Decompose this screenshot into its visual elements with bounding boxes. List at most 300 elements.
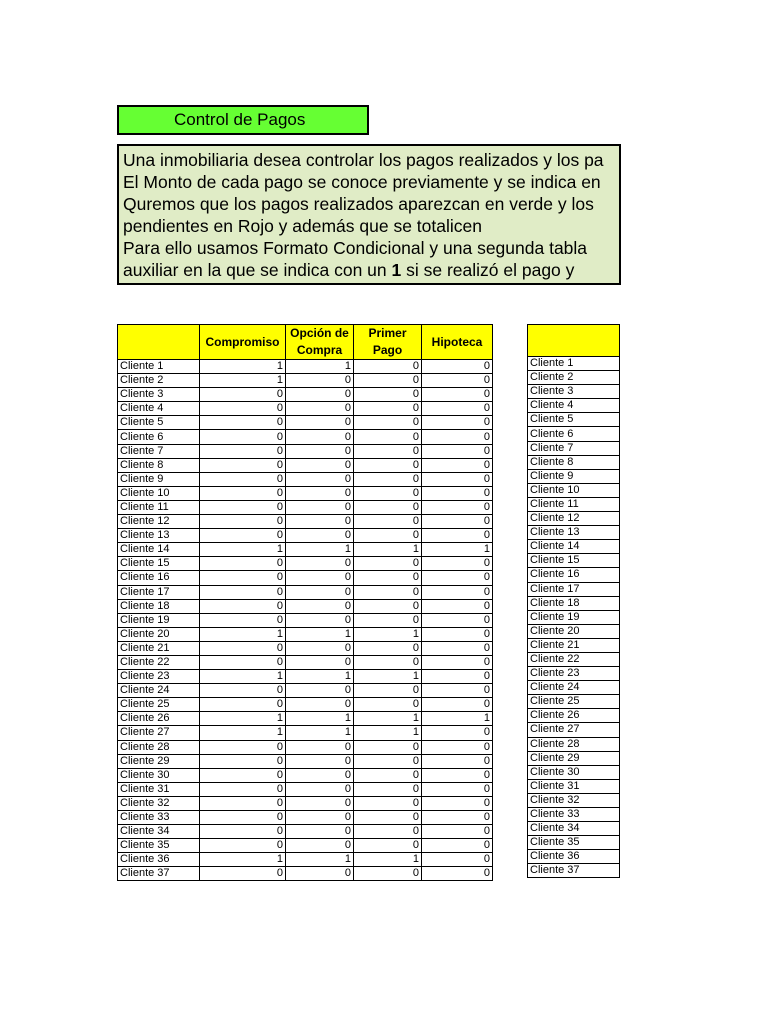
payment-flag-cell[interactable]: 1: [286, 712, 354, 726]
payment-flag-cell[interactable]: 0: [200, 796, 286, 810]
table-row: [118, 388, 493, 402]
payment-flag-cell[interactable]: 0: [422, 754, 493, 768]
payment-flag-cell[interactable]: 0: [200, 825, 286, 839]
payment-flag-cell[interactable]: 0: [422, 670, 493, 684]
table-row: [528, 512, 620, 526]
aux-client-cell[interactable]: Cliente 33: [528, 808, 620, 822]
client-name-cell[interactable]: Cliente 15: [118, 557, 200, 571]
payment-flag-cell[interactable]: 0: [354, 740, 422, 754]
client-name-cell[interactable]: Cliente 9: [118, 472, 200, 486]
payment-flag-cell[interactable]: 0: [286, 416, 354, 430]
payment-flag-cell[interactable]: 0: [354, 754, 422, 768]
table-row: [118, 811, 493, 825]
client-name-cell[interactable]: Cliente 14: [118, 543, 200, 557]
payment-flag-cell[interactable]: 0: [354, 684, 422, 698]
payment-flag-cell[interactable]: 0: [422, 641, 493, 655]
aux-client-cell[interactable]: Cliente 10: [528, 483, 620, 497]
payment-flag-cell[interactable]: 0: [354, 655, 422, 669]
table-row: [118, 670, 493, 684]
payment-flag-cell[interactable]: 1: [200, 543, 286, 557]
client-name-cell[interactable]: Cliente 29: [118, 754, 200, 768]
table-row: [528, 441, 620, 455]
aux-client-cell[interactable]: Cliente 36: [528, 850, 620, 864]
client-name-cell[interactable]: Cliente 2: [118, 374, 200, 388]
payment-flag-cell[interactable]: 0: [200, 486, 286, 500]
payment-flag-cell[interactable]: 0: [354, 782, 422, 796]
client-name-cell[interactable]: Cliente 3: [118, 388, 200, 402]
payment-flag-cell[interactable]: 0: [200, 782, 286, 796]
payment-flag-cell[interactable]: 1: [354, 627, 422, 641]
payment-flag-cell[interactable]: 0: [286, 684, 354, 698]
table-row: [118, 796, 493, 810]
table-row: [528, 667, 620, 681]
payment-flag-cell[interactable]: 0: [422, 500, 493, 514]
payment-flag-cell[interactable]: 0: [354, 839, 422, 853]
payment-flag-cell[interactable]: 0: [354, 613, 422, 627]
table-row: [528, 469, 620, 483]
payment-flag-cell[interactable]: 1: [200, 726, 286, 740]
table-row: [118, 374, 493, 388]
payment-flag-cell[interactable]: 0: [422, 684, 493, 698]
table-row: [528, 596, 620, 610]
table-row: [118, 726, 493, 740]
payment-flag-cell[interactable]: 0: [286, 444, 354, 458]
client-name-cell[interactable]: Cliente 27: [118, 726, 200, 740]
table-row: [118, 486, 493, 500]
payment-flag-cell[interactable]: 1: [286, 360, 354, 374]
client-name-cell[interactable]: Cliente 5: [118, 416, 200, 430]
payment-flag-cell[interactable]: 0: [200, 430, 286, 444]
payment-flag-cell[interactable]: 0: [286, 655, 354, 669]
payment-flag-cell[interactable]: 0: [286, 867, 354, 881]
aux-client-cell[interactable]: Cliente 30: [528, 765, 620, 779]
payment-flag-cell[interactable]: 0: [354, 388, 422, 402]
table-row: [118, 698, 493, 712]
table-row: [528, 610, 620, 624]
table-row: [528, 737, 620, 751]
payment-flag-cell[interactable]: 0: [354, 402, 422, 416]
aux-client-cell[interactable]: Cliente 11: [528, 497, 620, 511]
client-name-cell[interactable]: Cliente 33: [118, 811, 200, 825]
payment-flag-cell[interactable]: 0: [354, 515, 422, 529]
aux-client-cell[interactable]: Cliente 14: [528, 540, 620, 554]
payment-flag-cell[interactable]: 0: [422, 825, 493, 839]
payment-flag-cell[interactable]: 0: [200, 641, 286, 655]
payment-flag-cell[interactable]: 0: [200, 402, 286, 416]
payment-flag-cell[interactable]: 0: [286, 486, 354, 500]
table-row: [118, 444, 493, 458]
payment-flag-cell[interactable]: 0: [422, 782, 493, 796]
client-name-cell[interactable]: Cliente 17: [118, 585, 200, 599]
table-row: [118, 825, 493, 839]
payment-flag-cell[interactable]: 1: [200, 712, 286, 726]
table-row: [118, 627, 493, 641]
table-row: [118, 416, 493, 430]
client-name-cell[interactable]: Cliente 19: [118, 613, 200, 627]
client-name-cell[interactable]: Cliente 23: [118, 670, 200, 684]
payment-flag-cell[interactable]: 1: [354, 543, 422, 557]
payment-flag-cell[interactable]: 0: [422, 360, 493, 374]
payment-flag-cell[interactable]: 0: [286, 515, 354, 529]
table-row: [528, 568, 620, 582]
payment-flag-cell[interactable]: 0: [286, 402, 354, 416]
table-row: [118, 712, 493, 726]
table-row: [118, 458, 493, 472]
aux-client-cell[interactable]: Cliente 21: [528, 638, 620, 652]
payment-flag-cell[interactable]: 1: [422, 712, 493, 726]
payment-flag-cell[interactable]: 0: [286, 430, 354, 444]
table-row: [118, 599, 493, 613]
payment-flag-cell[interactable]: 0: [286, 585, 354, 599]
table-row: [528, 497, 620, 511]
payment-flag-cell[interactable]: 1: [286, 543, 354, 557]
payment-flag-cell[interactable]: 0: [200, 458, 286, 472]
client-name-cell[interactable]: Cliente 12: [118, 515, 200, 529]
table-row: [118, 839, 493, 853]
payment-flag-cell[interactable]: 0: [286, 529, 354, 543]
client-name-cell[interactable]: Cliente 10: [118, 486, 200, 500]
payment-flag-cell[interactable]: 0: [422, 486, 493, 500]
aux-client-cell[interactable]: Cliente 27: [528, 723, 620, 737]
aux-client-cell[interactable]: Cliente 4: [528, 399, 620, 413]
table-row: [118, 529, 493, 543]
payment-flag-cell[interactable]: 0: [200, 585, 286, 599]
aux-header-row: [528, 325, 620, 357]
aux-client-cell[interactable]: Cliente 31: [528, 779, 620, 793]
payment-flag-cell[interactable]: 0: [354, 698, 422, 712]
table-row: [118, 430, 493, 444]
table-row: [528, 455, 620, 469]
payment-flag-cell[interactable]: 1: [354, 726, 422, 740]
payment-flag-cell[interactable]: 0: [354, 825, 422, 839]
payment-flag-cell[interactable]: 0: [422, 655, 493, 669]
payment-flag-cell[interactable]: 0: [200, 416, 286, 430]
header-primer-pago[interactable]: Primer Pago: [354, 325, 422, 360]
description-line-3: Quremos que los pagos realizados aparezcan en verde y los: [123, 194, 594, 214]
table-row: [528, 652, 620, 666]
payment-flag-cell[interactable]: 0: [354, 867, 422, 881]
payment-flag-cell[interactable]: 0: [354, 416, 422, 430]
payment-flag-cell[interactable]: 0: [422, 458, 493, 472]
aux-client-cell[interactable]: Cliente 20: [528, 624, 620, 638]
payment-flag-cell[interactable]: 0: [422, 557, 493, 571]
header-compromiso[interactable]: Compromiso: [200, 325, 286, 360]
payment-flag-cell[interactable]: 0: [286, 811, 354, 825]
client-name-cell[interactable]: Cliente 7: [118, 444, 200, 458]
payment-flag-cell[interactable]: 0: [422, 515, 493, 529]
title-cell[interactable]: [117, 105, 369, 135]
payment-flag-cell[interactable]: 0: [200, 684, 286, 698]
payment-flag-cell[interactable]: 0: [354, 458, 422, 472]
aux-client-cell[interactable]: Cliente 17: [528, 582, 620, 596]
payment-flag-cell[interactable]: 0: [286, 472, 354, 486]
payment-flag-cell[interactable]: 1: [422, 543, 493, 557]
payment-flag-cell[interactable]: 0: [354, 500, 422, 514]
aux-client-cell[interactable]: Cliente 18: [528, 596, 620, 610]
client-name-cell[interactable]: Cliente 28: [118, 740, 200, 754]
payment-flag-cell[interactable]: 1: [354, 670, 422, 684]
payment-flag-cell[interactable]: 1: [200, 360, 286, 374]
payment-flag-cell[interactable]: 0: [200, 388, 286, 402]
table-row: [118, 768, 493, 782]
payment-flag-cell[interactable]: 0: [422, 796, 493, 810]
payment-flag-cell[interactable]: 0: [286, 768, 354, 782]
payment-flag-cell[interactable]: 0: [422, 627, 493, 641]
payment-flag-cell[interactable]: 0: [422, 726, 493, 740]
payment-flag-cell[interactable]: 0: [354, 811, 422, 825]
payment-flag-cell[interactable]: 0: [200, 444, 286, 458]
client-name-cell[interactable]: Cliente 6: [118, 430, 200, 444]
payment-flag-cell[interactable]: 0: [422, 585, 493, 599]
payment-flag-cell[interactable]: 0: [354, 374, 422, 388]
table-row: [118, 500, 493, 514]
payment-flag-cell[interactable]: 0: [286, 500, 354, 514]
payment-flag-cell[interactable]: 0: [422, 529, 493, 543]
description-line-4: pendientes en Rojo y además que se totalicen: [123, 216, 482, 236]
payment-flag-cell[interactable]: 0: [422, 416, 493, 430]
payment-flag-cell[interactable]: 0: [200, 839, 286, 853]
payment-flag-cell[interactable]: 0: [422, 599, 493, 613]
client-name-cell[interactable]: Cliente 4: [118, 402, 200, 416]
payment-flag-cell[interactable]: 0: [422, 388, 493, 402]
payment-flag-cell[interactable]: 1: [286, 726, 354, 740]
payment-flag-cell[interactable]: 0: [422, 472, 493, 486]
client-name-cell[interactable]: Cliente 32: [118, 796, 200, 810]
table-row: [118, 853, 493, 867]
aux-client-cell[interactable]: Cliente 26: [528, 709, 620, 723]
payments-table: [117, 324, 493, 881]
payment-flag-cell[interactable]: 0: [354, 360, 422, 374]
client-name-cell[interactable]: Cliente 18: [118, 599, 200, 613]
payment-flag-cell[interactable]: 0: [422, 867, 493, 881]
aux-client-cell[interactable]: Cliente 3: [528, 385, 620, 399]
payment-flag-cell[interactable]: 0: [286, 388, 354, 402]
payment-flag-cell[interactable]: 0: [200, 613, 286, 627]
payment-flag-cell[interactable]: 0: [200, 768, 286, 782]
payment-flag-cell[interactable]: 0: [200, 698, 286, 712]
aux-client-cell[interactable]: Cliente 32: [528, 793, 620, 807]
table-row: [118, 543, 493, 557]
payment-flag-cell[interactable]: 1: [286, 670, 354, 684]
auxiliary-table: [527, 324, 620, 878]
payment-flag-cell[interactable]: 1: [200, 670, 286, 684]
client-name-cell[interactable]: Cliente 35: [118, 839, 200, 853]
aux-client-cell[interactable]: Cliente 28: [528, 737, 620, 751]
payment-flag-cell[interactable]: 0: [354, 796, 422, 810]
header-hipoteca[interactable]: Hipoteca: [422, 325, 493, 360]
table-row: [118, 613, 493, 627]
payment-flag-cell[interactable]: 0: [286, 782, 354, 796]
table-row: [528, 765, 620, 779]
payment-flag-cell[interactable]: 0: [200, 740, 286, 754]
client-name-cell[interactable]: Cliente 16: [118, 571, 200, 585]
payment-flag-cell[interactable]: 0: [422, 698, 493, 712]
aux-client-cell[interactable]: Cliente 5: [528, 413, 620, 427]
client-name-cell[interactable]: Cliente 21: [118, 641, 200, 655]
aux-client-cell[interactable]: Cliente 25: [528, 695, 620, 709]
payment-flag-cell[interactable]: 0: [200, 754, 286, 768]
payment-flag-cell[interactable]: 0: [354, 529, 422, 543]
client-name-cell[interactable]: Cliente 30: [118, 768, 200, 782]
table-row: [528, 624, 620, 638]
aux-client-cell[interactable]: Cliente 7: [528, 441, 620, 455]
payment-flag-cell[interactable]: 0: [200, 500, 286, 514]
client-name-cell[interactable]: Cliente 13: [118, 529, 200, 543]
payment-flag-cell[interactable]: 0: [422, 402, 493, 416]
payment-flag-cell[interactable]: 0: [286, 698, 354, 712]
table-row: [528, 836, 620, 850]
table-row: [528, 709, 620, 723]
payment-flag-cell[interactable]: 0: [286, 374, 354, 388]
table-row: [528, 723, 620, 737]
header-opcion-compra[interactable]: Opción de Compra: [286, 325, 354, 360]
payment-flag-cell[interactable]: 0: [200, 515, 286, 529]
table-row: [528, 850, 620, 864]
client-name-cell[interactable]: Cliente 36: [118, 853, 200, 867]
table-row: [528, 822, 620, 836]
payment-flag-cell[interactable]: 0: [422, 811, 493, 825]
aux-client-cell[interactable]: Cliente 8: [528, 455, 620, 469]
client-name-cell[interactable]: Cliente 31: [118, 782, 200, 796]
aux-client-cell[interactable]: Cliente 23: [528, 667, 620, 681]
aux-client-cell[interactable]: Cliente 16: [528, 568, 620, 582]
payment-flag-cell[interactable]: 0: [422, 613, 493, 627]
table-row: [118, 655, 493, 669]
aux-client-cell[interactable]: Cliente 2: [528, 371, 620, 385]
payment-flag-cell[interactable]: 1: [200, 853, 286, 867]
payment-flag-cell[interactable]: 0: [286, 599, 354, 613]
payment-flag-cell[interactable]: 0: [286, 839, 354, 853]
table-row: [118, 557, 493, 571]
payment-flag-cell[interactable]: 0: [286, 641, 354, 655]
payment-flag-cell[interactable]: 1: [200, 374, 286, 388]
aux-client-cell[interactable]: Cliente 37: [528, 864, 620, 878]
table-row: [118, 641, 493, 655]
table-row: [118, 515, 493, 529]
payment-flag-cell[interactable]: 0: [354, 641, 422, 655]
payment-flag-cell[interactable]: 0: [286, 557, 354, 571]
aux-client-cell[interactable]: Cliente 29: [528, 751, 620, 765]
aux-client-cell[interactable]: Cliente 34: [528, 822, 620, 836]
payment-flag-cell[interactable]: 0: [354, 599, 422, 613]
table-row: [528, 483, 620, 497]
payment-flag-cell[interactable]: 0: [422, 768, 493, 782]
client-name-cell[interactable]: Cliente 22: [118, 655, 200, 669]
payment-flag-cell[interactable]: 0: [354, 768, 422, 782]
table-row: [528, 357, 620, 371]
payment-flag-cell[interactable]: 1: [354, 853, 422, 867]
description-cell[interactable]: [117, 144, 621, 285]
table-row: [118, 402, 493, 416]
aux-client-cell[interactable]: Cliente 19: [528, 610, 620, 624]
aux-client-cell[interactable]: Cliente 9: [528, 469, 620, 483]
description-line-1: Una inmobiliaria desea controlar los pagos realizados y los pa: [123, 150, 604, 170]
header-empty[interactable]: [118, 325, 200, 360]
description-line-6-end: si se realizó el pago y: [401, 260, 575, 280]
table-row: [118, 684, 493, 698]
payment-flag-cell[interactable]: 0: [200, 655, 286, 669]
payment-flag-cell[interactable]: 0: [422, 374, 493, 388]
client-name-cell[interactable]: Cliente 34: [118, 825, 200, 839]
payment-flag-cell[interactable]: 1: [200, 627, 286, 641]
payment-flag-cell[interactable]: 0: [200, 571, 286, 585]
payment-flag-cell[interactable]: 0: [286, 740, 354, 754]
table-row: [118, 571, 493, 585]
payment-flag-cell[interactable]: 0: [422, 430, 493, 444]
payment-flag-cell[interactable]: 0: [200, 599, 286, 613]
payment-flag-cell[interactable]: 0: [200, 867, 286, 881]
table-row: [118, 754, 493, 768]
payment-flag-cell[interactable]: 0: [200, 811, 286, 825]
payment-flag-cell[interactable]: 0: [286, 754, 354, 768]
client-name-cell[interactable]: Cliente 1: [118, 360, 200, 374]
payment-flag-cell[interactable]: 1: [354, 712, 422, 726]
aux-client-cell[interactable]: Cliente 35: [528, 836, 620, 850]
payment-flag-cell[interactable]: 0: [422, 853, 493, 867]
payment-flag-cell[interactable]: 0: [354, 430, 422, 444]
table-row: [528, 385, 620, 399]
aux-client-cell[interactable]: Cliente 6: [528, 427, 620, 441]
aux-client-cell[interactable]: Cliente 12: [528, 512, 620, 526]
aux-header[interactable]: [528, 325, 620, 357]
payment-flag-cell[interactable]: 0: [286, 796, 354, 810]
description-line-2: El Monto de cada pago se conoce previamente y se indica en: [123, 172, 601, 192]
payment-flag-cell[interactable]: 0: [286, 825, 354, 839]
payment-flag-cell[interactable]: 0: [200, 529, 286, 543]
description-line-5: Para ello usamos Formato Condicional y una segunda tabla: [123, 238, 588, 258]
payment-flag-cell[interactable]: 1: [286, 627, 354, 641]
table-row: [528, 638, 620, 652]
client-name-cell[interactable]: Cliente 11: [118, 500, 200, 514]
payment-flag-cell[interactable]: 0: [354, 557, 422, 571]
payment-flag-cell[interactable]: 0: [286, 571, 354, 585]
payment-flag-cell[interactable]: 0: [422, 444, 493, 458]
payment-flag-cell[interactable]: 0: [422, 740, 493, 754]
table-row: [528, 399, 620, 413]
payment-flag-cell[interactable]: 0: [286, 613, 354, 627]
payment-flag-cell[interactable]: 0: [286, 458, 354, 472]
table-row: [528, 864, 620, 878]
payment-flag-cell[interactable]: 0: [422, 839, 493, 853]
table-row: [528, 779, 620, 793]
aux-client-cell[interactable]: Cliente 15: [528, 554, 620, 568]
payment-flag-cell[interactable]: 1: [286, 853, 354, 867]
aux-client-cell[interactable]: Cliente 22: [528, 652, 620, 666]
aux-client-cell[interactable]: Cliente 24: [528, 681, 620, 695]
payment-flag-cell[interactable]: 0: [354, 571, 422, 585]
payment-flag-cell[interactable]: 0: [354, 585, 422, 599]
payment-flag-cell[interactable]: 0: [200, 557, 286, 571]
description-line-6-bold: 1: [391, 260, 402, 280]
payment-flag-cell[interactable]: 0: [354, 472, 422, 486]
payment-flag-cell[interactable]: 0: [354, 486, 422, 500]
table-row: [528, 695, 620, 709]
aux-client-cell[interactable]: Cliente 1: [528, 357, 620, 371]
client-name-cell[interactable]: Cliente 8: [118, 458, 200, 472]
payment-flag-cell[interactable]: 0: [422, 571, 493, 585]
description-line-6-start: auxiliar en la que se indica con un: [123, 260, 392, 280]
client-name-cell[interactable]: Cliente 26: [118, 712, 200, 726]
payment-flag-cell[interactable]: 0: [354, 444, 422, 458]
client-name-cell[interactable]: Cliente 20: [118, 627, 200, 641]
client-name-cell[interactable]: Cliente 25: [118, 698, 200, 712]
client-name-cell[interactable]: Cliente 37: [118, 867, 200, 881]
aux-client-cell[interactable]: Cliente 13: [528, 526, 620, 540]
payment-flag-cell[interactable]: 0: [200, 472, 286, 486]
client-name-cell[interactable]: Cliente 24: [118, 684, 200, 698]
table-row: [118, 472, 493, 486]
table-row: [118, 867, 493, 881]
